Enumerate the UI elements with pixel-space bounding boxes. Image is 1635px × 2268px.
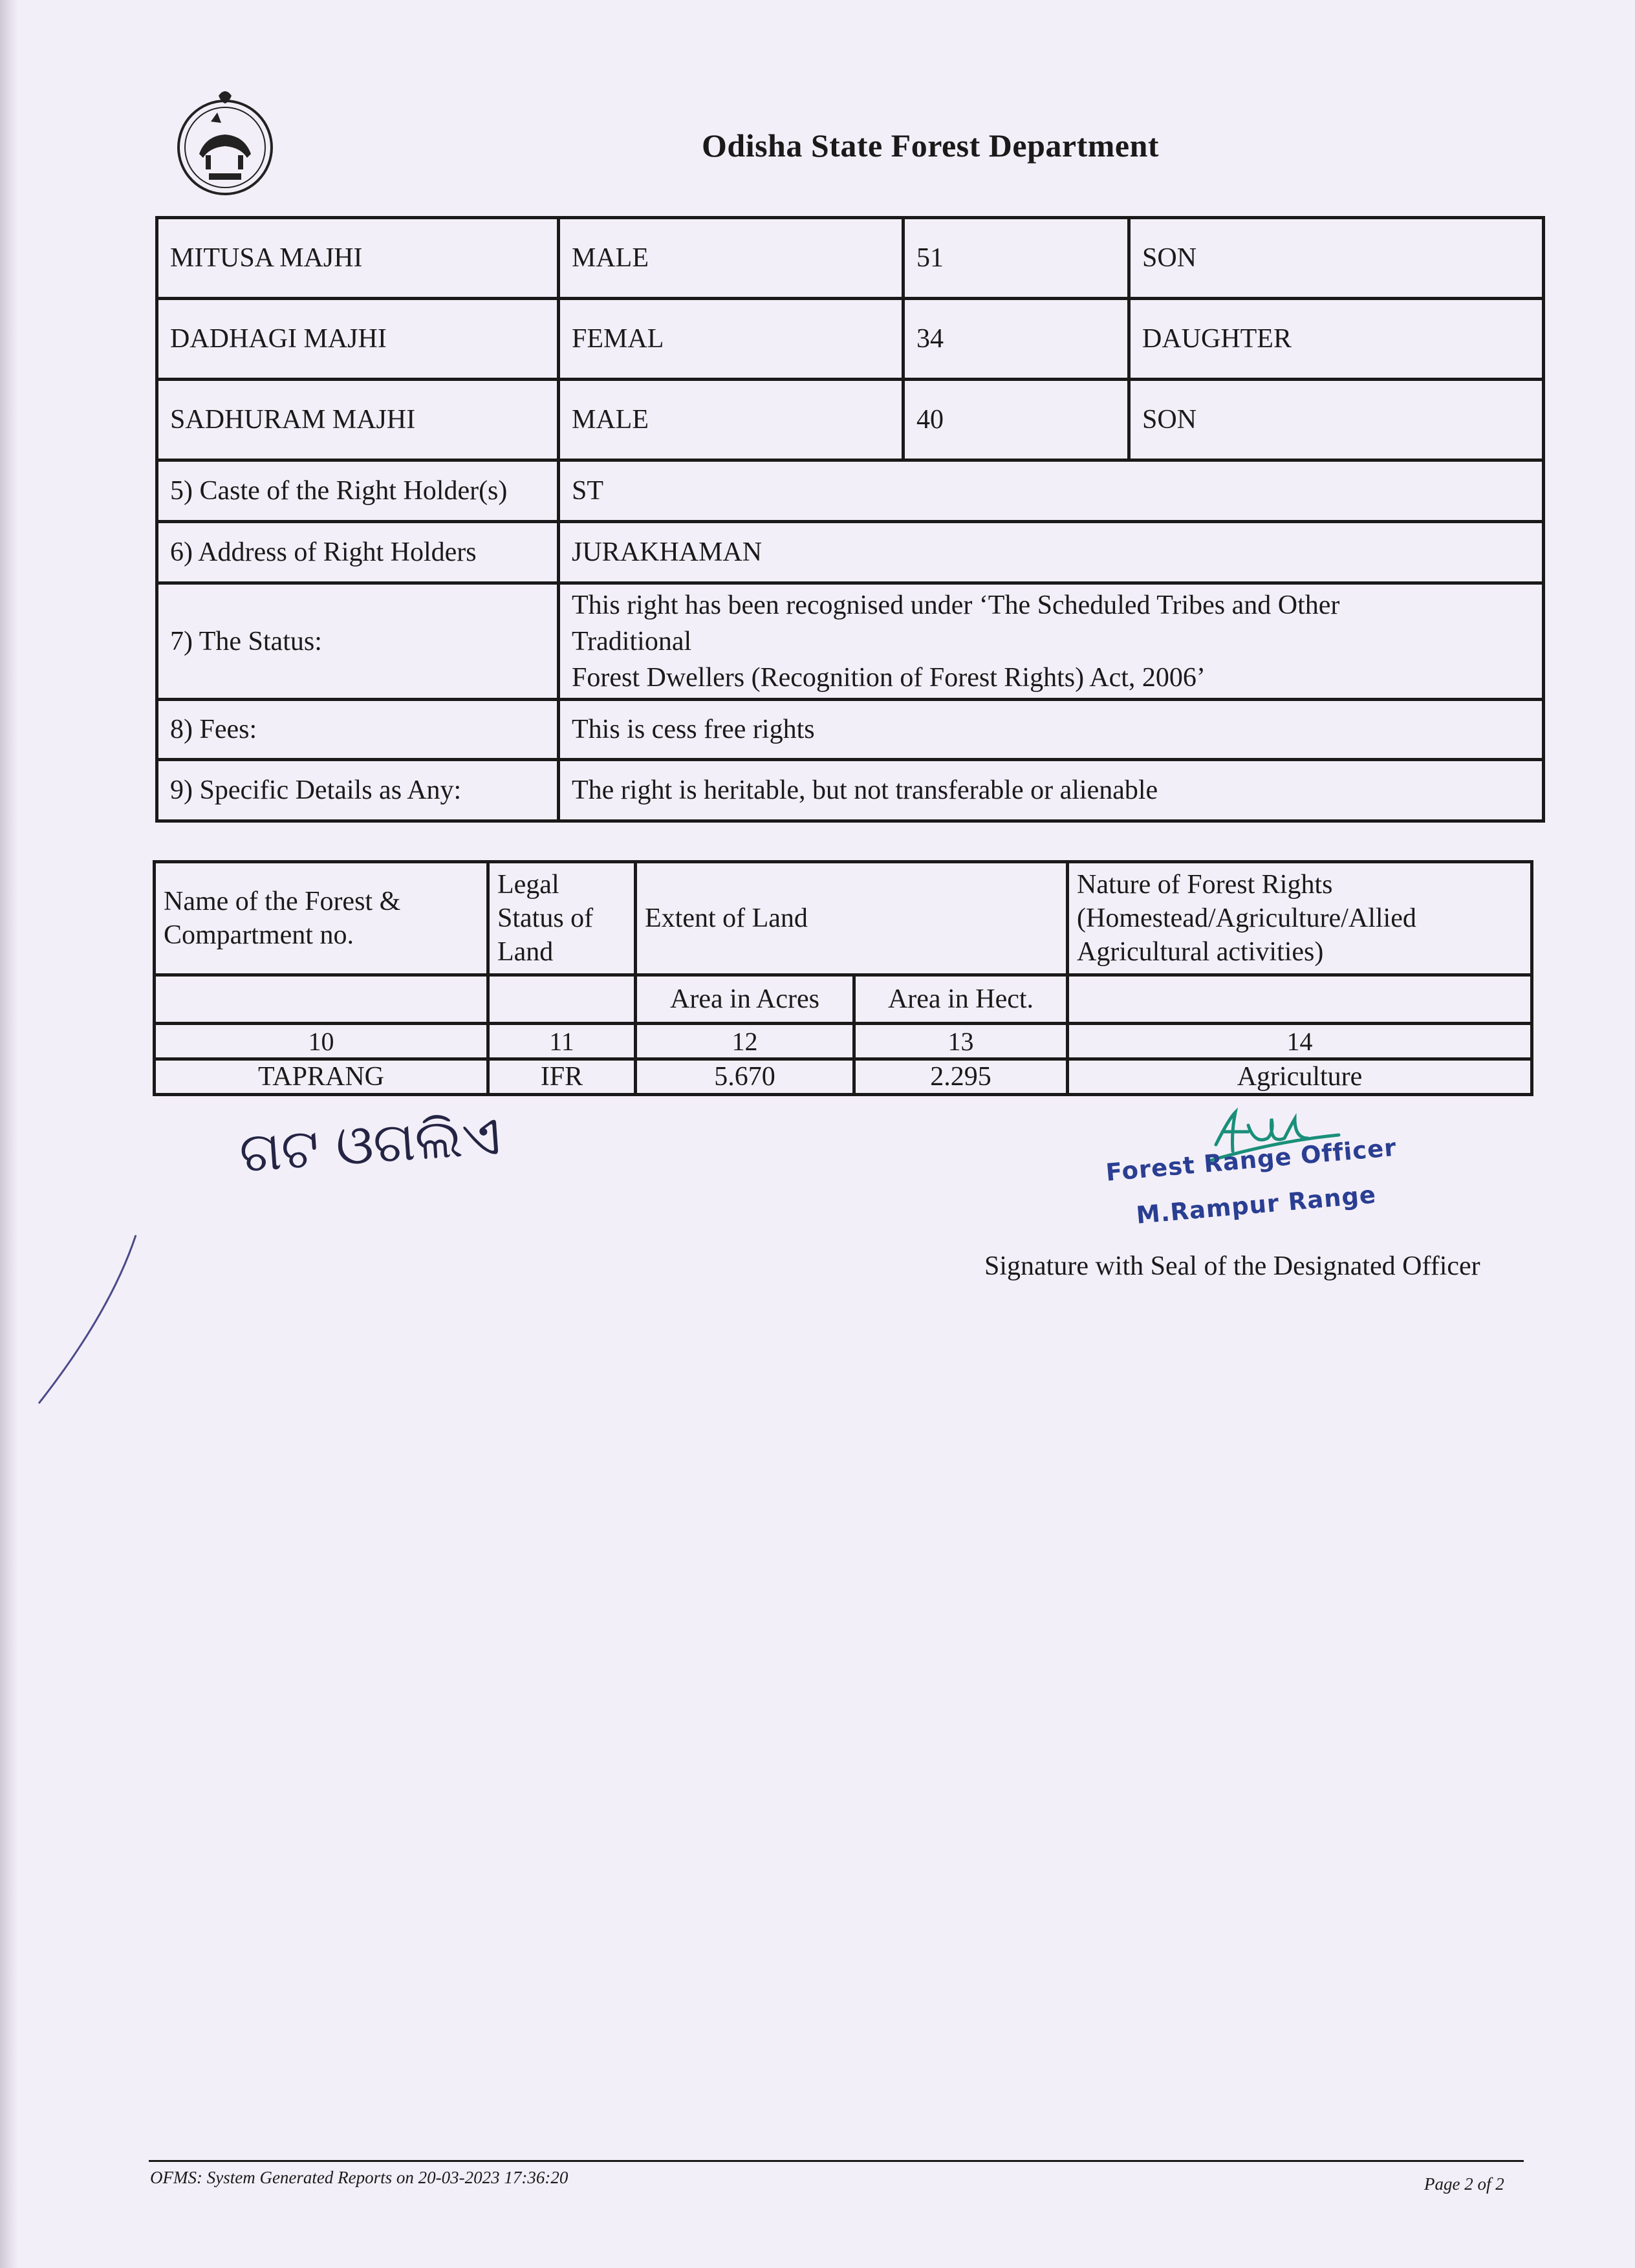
header-line: (Homestead/Agriculture/Allied: [1077, 903, 1416, 933]
footer-divider: [149, 2160, 1524, 2162]
specific-details-value: The right is heritable, but not transferable or alienable: [559, 760, 1544, 821]
member-age: 34: [904, 299, 1129, 380]
footer-report-timestamp: OFMS: System Generated Reports on 20-03-2023 17:36:20: [150, 2168, 568, 2187]
fees-value: This is cess free rights: [559, 700, 1544, 760]
header-line: Land: [497, 937, 554, 967]
status-line: This right has been recognised under ‘The Scheduled Tribes and Other: [572, 590, 1340, 620]
legal-status-header: [488, 862, 636, 975]
member-gender: MALE: [559, 218, 904, 299]
stamp-officer-title: Forest Range Officer: [1105, 1133, 1398, 1187]
empty-cell: [1068, 975, 1532, 1024]
header-line: Name of the Forest &: [164, 887, 401, 916]
empty-cell: [488, 975, 636, 1024]
address-value: JURAKHAMAN: [559, 522, 1544, 583]
column-number-row: [155, 1024, 1532, 1059]
area-hect: 2.295: [854, 1059, 1068, 1095]
member-gender: FEMAL: [559, 299, 904, 380]
table-header-row: [155, 862, 1532, 975]
table-row: [157, 583, 1544, 700]
column-number: 14: [1068, 1024, 1532, 1059]
specific-details-label: 9) Specific Details as Any:: [157, 760, 559, 821]
area-acres-header: Area in Acres: [636, 975, 854, 1024]
stamp-range-name: M.Rampur Range: [1135, 1180, 1378, 1229]
land-details-table: [153, 860, 1533, 1096]
header-line: Agricultural activities): [1077, 937, 1324, 967]
status-line: Traditional: [572, 626, 692, 656]
header-line: Status of: [497, 903, 594, 933]
area-hect-header: Area in Hect.: [854, 975, 1068, 1024]
status-value: [559, 583, 1544, 700]
table-row: [157, 218, 1544, 299]
table-row: [155, 1059, 1532, 1095]
legal-status: IFR: [488, 1059, 636, 1095]
member-name: MITUSA MAJHI: [157, 218, 559, 299]
column-number: 11: [488, 1024, 636, 1059]
table-row: [157, 522, 1544, 583]
member-name: DADHAGI MAJHI: [157, 299, 559, 380]
page-title: Odisha State Forest Department: [702, 127, 1160, 164]
footer-page-number: Page 2 of 2: [1424, 2174, 1504, 2194]
table-row: [157, 299, 1544, 380]
area-acres: 5.670: [636, 1059, 854, 1095]
right-holder-table: [155, 216, 1545, 823]
member-relation: SON: [1129, 380, 1544, 460]
page-edge-shadow: [0, 0, 18, 2268]
odisha-government-emblem-icon: [173, 83, 277, 199]
signature-caption: Signature with Seal of the Designated Officer: [984, 1251, 1480, 1281]
header-line: Legal: [497, 870, 559, 900]
member-relation: DAUGHTER: [1129, 299, 1544, 380]
caste-value: ST: [559, 460, 1544, 522]
status-line: Forest Dwellers (Recognition of Forest Rights) Act, 2006’: [572, 662, 1206, 693]
header-line: Nature of Forest Rights: [1077, 870, 1333, 900]
member-age: 40: [904, 380, 1129, 460]
handwritten-note: ଗଟ ଓଗଲିଏ: [237, 1103, 503, 1185]
status-label: 7) The Status:: [157, 583, 559, 700]
extent-of-land-header: Extent of Land: [636, 862, 1068, 975]
member-gender: MALE: [559, 380, 904, 460]
nature-of-rights: Agriculture: [1068, 1059, 1532, 1095]
column-number: 12: [636, 1024, 854, 1059]
member-relation: SON: [1129, 218, 1544, 299]
header-line: Compartment no.: [164, 920, 354, 950]
table-subheader-row: [155, 975, 1532, 1024]
member-name: SADHURAM MAJHI: [157, 380, 559, 460]
address-label: 6) Address of Right Holders: [157, 522, 559, 583]
forest-name: TAPRANG: [155, 1059, 488, 1095]
column-number: 13: [854, 1024, 1068, 1059]
caste-label: 5) Caste of the Right Holder(s): [157, 460, 559, 522]
column-number: 10: [155, 1024, 488, 1059]
table-row: [157, 700, 1544, 760]
table-row: [157, 760, 1544, 821]
pen-stroke: [26, 1229, 155, 1423]
table-row: [157, 460, 1544, 522]
forest-name-header: [155, 862, 488, 975]
member-age: 51: [904, 218, 1129, 299]
fees-label: 8) Fees:: [157, 700, 559, 760]
nature-of-rights-header: [1068, 862, 1532, 975]
table-row: [157, 380, 1544, 460]
empty-cell: [155, 975, 488, 1024]
